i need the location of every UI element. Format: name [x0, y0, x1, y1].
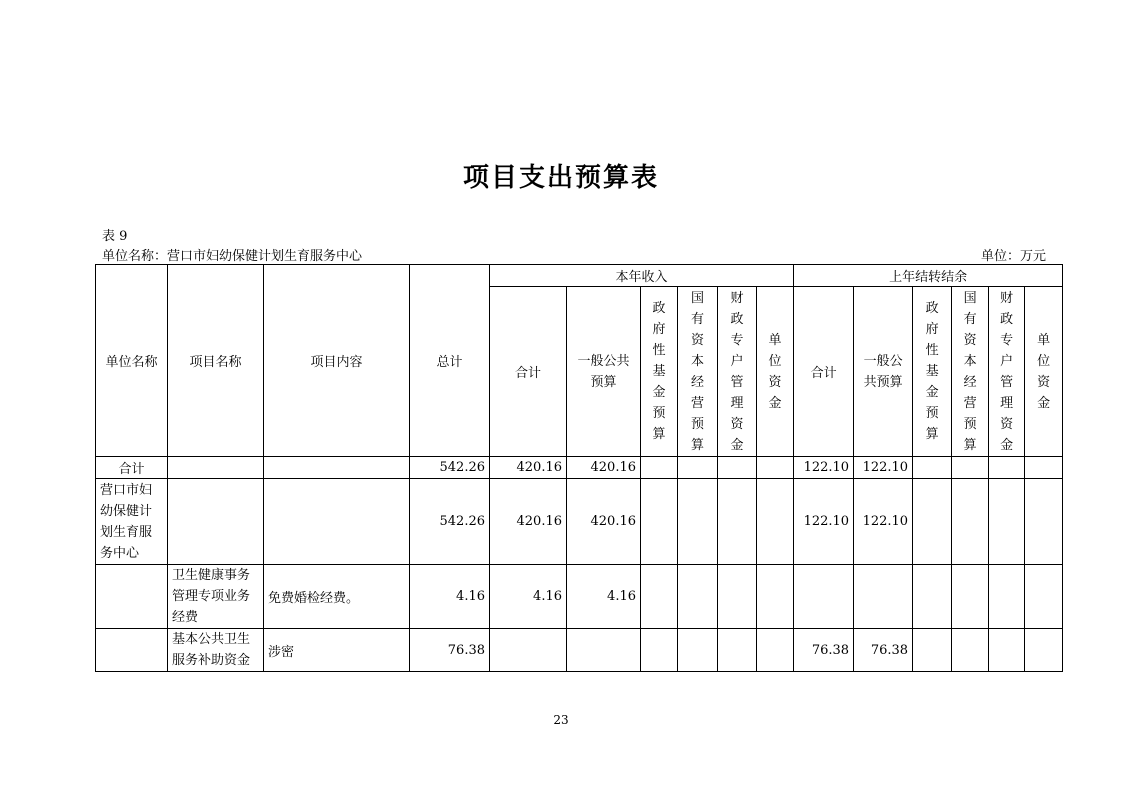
cell-project: [168, 479, 264, 565]
cell-py-unit: [1025, 479, 1063, 565]
cell-cy-general: 420.16: [567, 457, 641, 479]
header-unit-name: 单位名称: [96, 265, 168, 457]
header-py-subtotal: 合计: [794, 287, 854, 457]
cell-cy-fiscal: [718, 457, 757, 479]
cell-cy-state: [678, 479, 718, 565]
header-current-year-income: 本年收入: [490, 265, 794, 287]
table-number: 表 9: [102, 229, 128, 244]
cell-total: 542.26: [410, 479, 490, 565]
unit-name-line: 单位名称：营口市妇幼保健计划生育服务中心: [102, 249, 363, 264]
header-project-name: 项目名称: [168, 265, 264, 457]
cell-cy-fiscal: [718, 479, 757, 565]
cell-content: 免费婚检经费。: [264, 565, 410, 629]
cell-cy-gov: [641, 565, 678, 629]
cell-py-state: [952, 479, 989, 565]
cell-py-general: 122.10: [854, 479, 913, 565]
page-title: 项目支出预算表: [462, 163, 659, 193]
header-py-gov-fund: 政府性基金预算: [913, 287, 952, 457]
cell-content: [264, 457, 410, 479]
cell-cy-unit: [757, 479, 794, 565]
cell-cy-state: [678, 565, 718, 629]
table-row: [96, 479, 1063, 565]
cell-py-state: [952, 565, 989, 629]
header-py-unit-funds: 单位资金: [1025, 287, 1063, 457]
cell-py-general: [854, 565, 913, 629]
cell-cy-gov: [641, 479, 678, 565]
header-cy-unit-funds: 单位资金: [757, 287, 794, 457]
cell-unit: [96, 629, 168, 672]
header-prior-year-carryover: 上年结转结余: [794, 265, 1063, 287]
cell-cy-fiscal: [718, 629, 757, 672]
cell-cy-state: [678, 629, 718, 672]
cell-total: 542.26: [410, 457, 490, 479]
cell-project: 基本公共卫生服务补助资金: [168, 629, 264, 672]
header-cy-subtotal: 合计: [490, 287, 567, 457]
cell-py-state: [952, 629, 989, 672]
cell-py-fiscal: [989, 565, 1025, 629]
cell-py-general: 122.10: [854, 457, 913, 479]
cell-cy-general: [567, 629, 641, 672]
cell-py-total: 76.38: [794, 629, 854, 672]
cell-cy-total: 420.16: [490, 479, 567, 565]
cell-cy-unit: [757, 457, 794, 479]
table-row: [96, 457, 1063, 479]
cell-py-gov: [913, 565, 952, 629]
cell-project: 卫生健康事务管理专项业务经费: [168, 565, 264, 629]
cell-cy-gov: [641, 629, 678, 672]
cell-cy-unit: [757, 565, 794, 629]
header-total: 总计: [410, 265, 490, 457]
table-row: [96, 565, 1063, 629]
header-py-state-capital: 国有资本经营预算: [952, 287, 989, 457]
page-number: 23: [553, 713, 569, 727]
cell-unit: [96, 565, 168, 629]
header-py-general-budget: 一般公共预算: [854, 287, 913, 457]
cell-py-fiscal: [989, 629, 1025, 672]
cell-py-unit: [1025, 629, 1063, 672]
table-row: [96, 629, 1063, 672]
header-cy-general-budget: 一般公共预算: [567, 287, 641, 457]
cell-project: [168, 457, 264, 479]
cell-content: 涉密: [264, 629, 410, 672]
cell-unit: 营口市妇幼保健计划生育服务中心: [96, 479, 168, 565]
cell-cy-total: 420.16: [490, 457, 567, 479]
cell-cy-fiscal: [718, 565, 757, 629]
cell-total: 4.16: [410, 565, 490, 629]
cell-unit: 合计: [96, 457, 168, 479]
cell-py-state: [952, 457, 989, 479]
cell-py-total: 122.10: [794, 479, 854, 565]
cell-content: [264, 479, 410, 565]
cell-cy-general: 4.16: [567, 565, 641, 629]
header-py-fiscal-special: 财政专户管理资金: [989, 287, 1025, 457]
cell-py-gov: [913, 457, 952, 479]
cell-total: 76.38: [410, 629, 490, 672]
currency-unit: 单位：万元: [980, 249, 1046, 264]
cell-py-total: 122.10: [794, 457, 854, 479]
header-cy-gov-fund: 政府性基金预算: [641, 287, 678, 457]
cell-py-gov: [913, 479, 952, 565]
cell-py-unit: [1025, 565, 1063, 629]
cell-cy-total: 4.16: [490, 565, 567, 629]
cell-cy-state: [678, 457, 718, 479]
cell-cy-unit: [757, 629, 794, 672]
header-project-content: 项目内容: [264, 265, 410, 457]
cell-py-fiscal: [989, 457, 1025, 479]
cell-cy-total: [490, 629, 567, 672]
header-cy-fiscal-special: 财政专户管理资金: [718, 287, 757, 457]
cell-py-unit: [1025, 457, 1063, 479]
cell-py-gov: [913, 629, 952, 672]
cell-py-general: 76.38: [854, 629, 913, 672]
cell-cy-gov: [641, 457, 678, 479]
header-cy-state-capital: 国有资本经营预算: [678, 287, 718, 457]
cell-cy-general: 420.16: [567, 479, 641, 565]
cell-py-fiscal: [989, 479, 1025, 565]
cell-py-total: [794, 565, 854, 629]
budget-table: [95, 264, 1063, 672]
